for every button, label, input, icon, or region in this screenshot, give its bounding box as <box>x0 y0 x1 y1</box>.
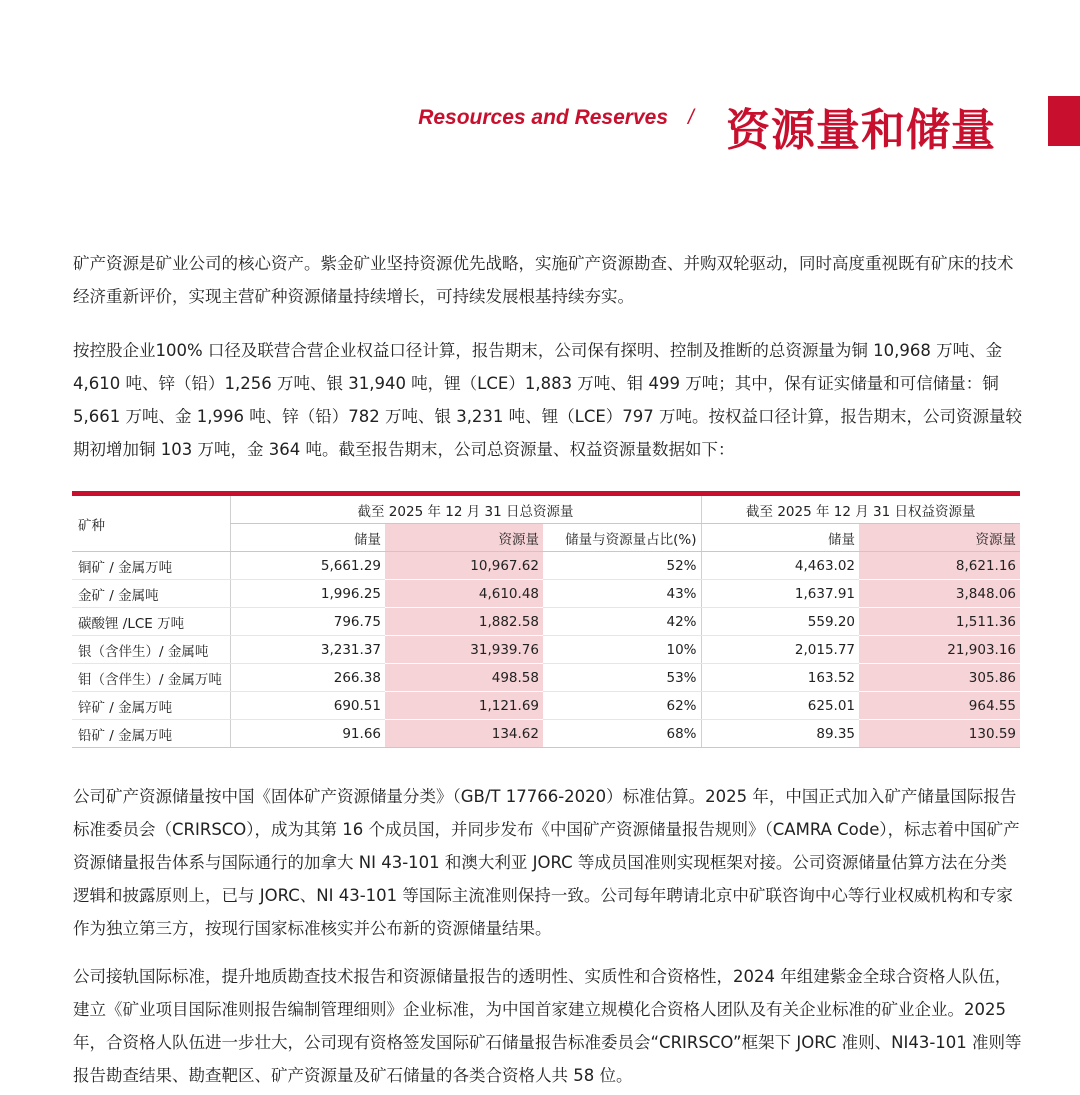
row-ratio: 43% <box>543 580 701 608</box>
row-ratio: 10% <box>543 636 701 664</box>
row-mineral-name: 银（含伴生）/ 金属吨 <box>72 636 230 664</box>
row-ratio: 68% <box>543 720 701 748</box>
header-reserves: 储量 <box>230 524 385 552</box>
row-eq-resources: 3,848.06 <box>859 580 1020 608</box>
row-mineral-name: 铅矿 / 金属万吨 <box>72 720 230 748</box>
row-reserves: 5,661.29 <box>230 552 385 580</box>
row-eq-reserves: 89.35 <box>701 720 859 748</box>
table-row <box>72 664 1020 692</box>
resources-data-table <box>72 491 1020 748</box>
row-reserves: 91.66 <box>230 720 385 748</box>
row-resources: 498.58 <box>385 664 543 692</box>
table-row <box>72 636 1020 664</box>
row-resources: 10,967.62 <box>385 552 543 580</box>
row-eq-reserves: 2,015.77 <box>701 636 859 664</box>
table-row <box>72 720 1020 748</box>
row-reserves: 266.38 <box>230 664 385 692</box>
header-eq-reserves: 储量 <box>701 524 859 552</box>
header-title-en: Resources and Reserves <box>418 106 668 129</box>
row-eq-resources: 130.59 <box>859 720 1020 748</box>
row-mineral-name: 金矿 / 金属吨 <box>72 580 230 608</box>
header-ratio: 储量与资源量占比(%) <box>543 524 701 552</box>
paragraph-standards: 公司矿产资源储量按中国《固体矿产资源储量分类》（GB/T 17766-2020）标准估算。2025 年，中国正式加入矿产储量国际报告标准委员会（CRIRSCO），成为其第 16 个成员国，并同步发布《中国矿产资源储量报告规则》（CAMRA Code），标志着中国矿产资源储量报告体系与国际通行的加拿大 NI 43-101 和澳大利亚 JORC 等成员国准则实现框架对接。公司资源储量估算方法在分类逻辑和披露原则上，已与 JORC、NI 43-101 等国际主流准则保持一致。公司每年聘请北京中矿联咨询中心等行业权威机构和专家作为独立第三方，按现行国家标准核实并公布新的资源储量结果。 <box>73 787 1020 938</box>
paragraph-resource-summary: 按控股企业100% 口径及联营合营企业权益口径计算，报告期末，公司保有探明、控制及推断的总资源量为铜 10,968 万吨、金 4,610 吨、锌（铅）1,256 万吨、银 31,940 吨，锂（LCE）1,883 万吨、钼 499 万吨；其中，保有证实储量和可信储量：铜 5,661 万吨、金 1,996 吨、锌（铅）782 万吨、银 3,231 吨、锂（LCE）797 万吨。按权益口径计算，报告期末，公司资源量较期初增加铜 103 万吨，金 364 吨。截至报告期末，公司总资源量、权益资源量数据如下： <box>73 341 1023 459</box>
row-eq-resources: 1,511.36 <box>859 608 1020 636</box>
row-mineral-name: 锌矿 / 金属万吨 <box>72 692 230 720</box>
table-row <box>72 580 1020 608</box>
header-separator: / <box>688 106 694 129</box>
header-mineral: 矿种 <box>72 494 230 552</box>
row-ratio: 62% <box>543 692 701 720</box>
row-resources: 134.62 <box>385 720 543 748</box>
table-row <box>72 608 1020 636</box>
row-ratio: 53% <box>543 664 701 692</box>
row-mineral-name: 钼（含伴生）/ 金属万吨 <box>72 664 230 692</box>
row-eq-reserves: 4,463.02 <box>701 552 859 580</box>
paragraph-intro: 矿产资源是矿业公司的核心资产。紫金矿业坚持资源优先战略，实施矿产资源勘查、并购双轮驱动，同时高度重视既有矿床的技术经济重新评价，实现主营矿种资源储量持续增长，可持续发展根基持续夯实。 <box>73 254 1014 306</box>
page-header <box>0 90 1080 156</box>
row-eq-reserves: 559.20 <box>701 608 859 636</box>
row-ratio: 52% <box>543 552 701 580</box>
header-eq-resources: 资源量 <box>859 524 1020 552</box>
header-title-cn: 资源量和储量 <box>726 105 996 156</box>
row-eq-resources: 8,621.16 <box>859 552 1020 580</box>
header-group-equity: 截至 2025 年 12 月 31 日权益资源量 <box>701 494 1020 524</box>
row-resources: 1,882.58 <box>385 608 543 636</box>
table-row <box>72 692 1020 720</box>
row-resources: 1,121.69 <box>385 692 543 720</box>
paragraph-qualified-persons: 公司接轨国际标准，提升地质勘查技术报告和资源储量报告的透明性、实质性和合资格性，2024 年组建紫金全球合资格人队伍，建立《矿业项目国际准则报告编制管理细则》企业标准，为中国首家建立规模化合资格人团队及有关企业标准的矿业企业。2025 年，合资格人队伍进一步壮大，公司现有资格签发国际矿石储量报告标准委员会“CRIRSCO”框架下 JORC 准则、NI43-101 准则等报告勘查结果、勘查靶区、矿产资源量及矿石储量的各类合资格人共 58 位。 <box>73 967 1022 1085</box>
row-reserves: 796.75 <box>230 608 385 636</box>
row-reserves: 690.51 <box>230 692 385 720</box>
row-ratio: 42% <box>543 608 701 636</box>
header-group-total: 截至 2025 年 12 月 31 日总资源量 <box>230 494 701 524</box>
row-mineral-name: 碳酸锂 /LCE 万吨 <box>72 608 230 636</box>
row-reserves: 3,231.37 <box>230 636 385 664</box>
row-resources: 4,610.48 <box>385 580 543 608</box>
resources-table <box>72 491 1020 748</box>
row-resources: 31,939.76 <box>385 636 543 664</box>
header-resources: 资源量 <box>385 524 543 552</box>
row-eq-resources: 305.86 <box>859 664 1020 692</box>
header-accent-block <box>1048 96 1080 146</box>
table-row <box>72 552 1020 580</box>
row-mineral-name: 铜矿 / 金属万吨 <box>72 552 230 580</box>
row-eq-reserves: 625.01 <box>701 692 859 720</box>
row-eq-reserves: 1,637.91 <box>701 580 859 608</box>
row-eq-resources: 21,903.16 <box>859 636 1020 664</box>
row-eq-reserves: 163.52 <box>701 664 859 692</box>
row-eq-resources: 964.55 <box>859 692 1020 720</box>
row-reserves: 1,996.25 <box>230 580 385 608</box>
